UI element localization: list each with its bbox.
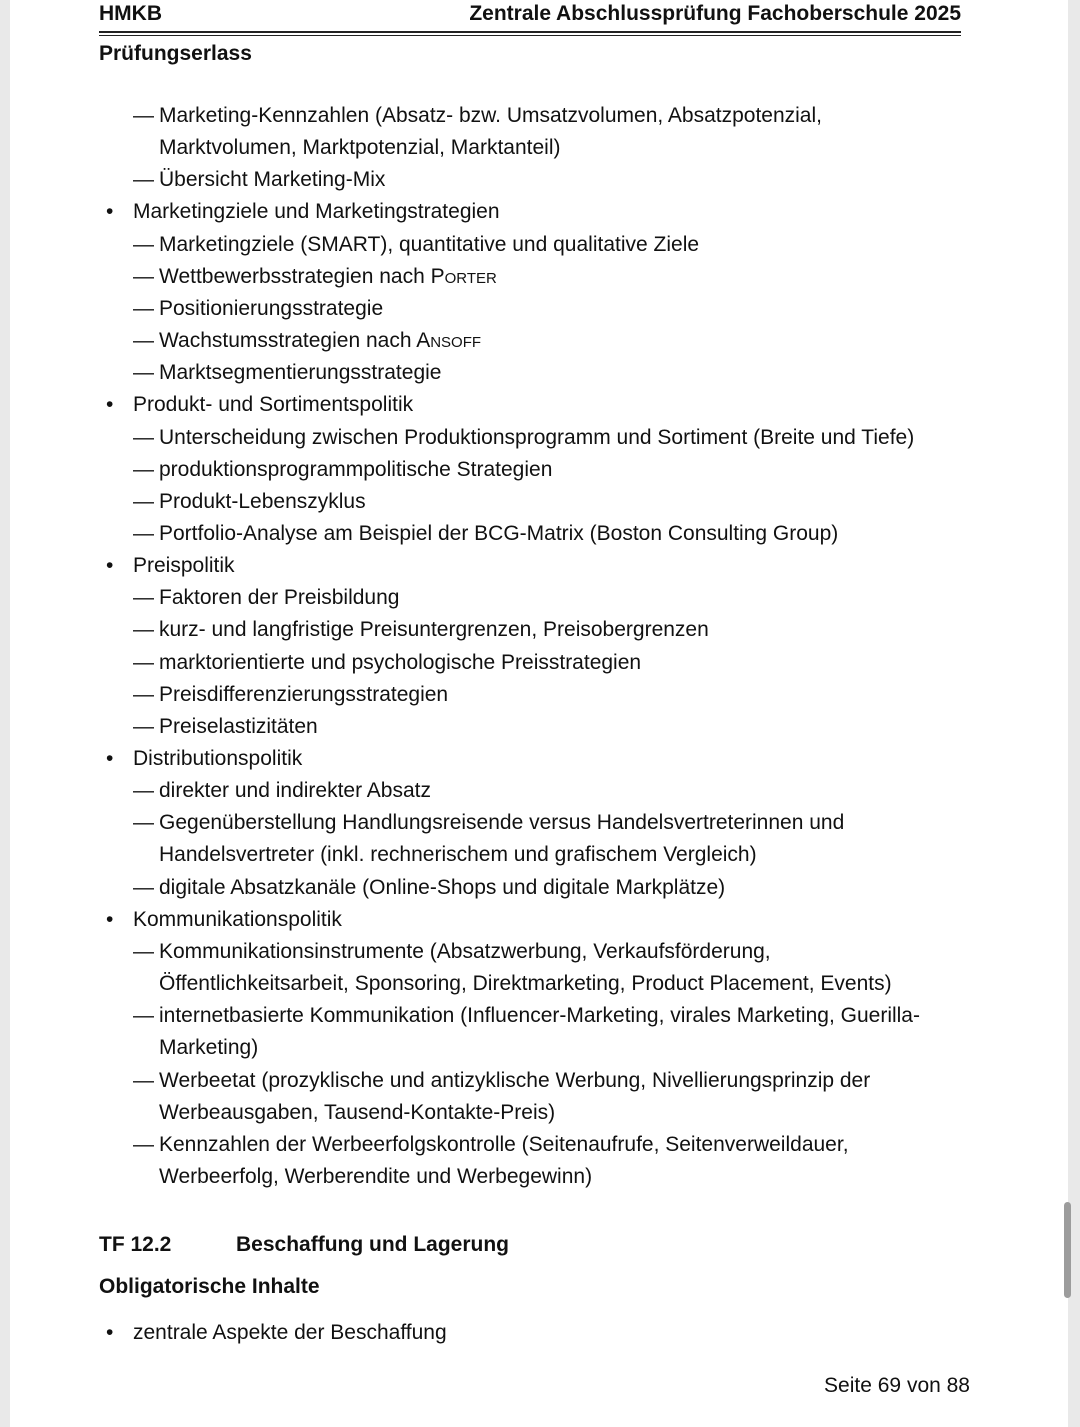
header-org: HMKB xyxy=(99,2,162,25)
dash-marker: — xyxy=(133,651,154,674)
list-item-text: Marktvolumen, Marktpotenzial, Marktanteil) xyxy=(159,136,561,159)
list-item-text: Portfolio-Analyse am Beispiel der BCG-Matrix (Boston Consulting Group) xyxy=(159,522,839,545)
list-item-dash xyxy=(159,778,431,804)
dash-marker: — xyxy=(133,168,154,191)
list-item-text: Werbeetat (prozyklische und antizyklische Werbung, Nivellierungsprinzip der xyxy=(159,1069,871,1092)
list-item-text: Wachstumsstrategien nach xyxy=(159,329,417,352)
list-item-text: Preiselastizitäten xyxy=(159,715,318,738)
list-item-dash xyxy=(159,360,441,386)
list-item-bullet: zentrale Aspekte der Beschaffung xyxy=(133,1321,447,1344)
list-item-dash xyxy=(159,264,497,292)
list-item-text: Werbeerfolg, Werberendite und Werbegewinn) xyxy=(159,1165,593,1188)
list-item-dash xyxy=(159,714,318,740)
dash-marker: — xyxy=(133,779,154,802)
list-item-text: Kommunikationsinstrumente (Absatzwerbung, Verkaufsförderung, xyxy=(159,940,771,963)
list-item-dash xyxy=(159,457,552,483)
list-item-bullet xyxy=(133,746,302,772)
list-item-dash xyxy=(159,617,709,643)
list-item-dash xyxy=(159,489,366,515)
list-item-dash xyxy=(159,232,699,258)
dash-marker: — xyxy=(133,265,154,288)
list-item-text: internetbasierte Kommunikation (Influencer-Marketing, virales Marketing, Guerilla- xyxy=(159,1004,920,1027)
list-item-text: Positionierungsstrategie xyxy=(159,297,384,320)
list-item-text: Öffentlichkeitsarbeit, Sponsoring, Direktmarketing, Product Placement, Events) xyxy=(159,972,892,995)
dash-marker: — xyxy=(133,715,154,738)
header-rule xyxy=(99,31,961,33)
list-item-dash xyxy=(159,810,844,836)
smallcaps-initial: P xyxy=(430,265,445,288)
list-item-text: Produkt-Lebenszyklus xyxy=(159,490,366,513)
list-item-dash xyxy=(159,650,641,676)
list-item-text: Unterscheidung zwischen Produktionsprogramm und Sortiment (Breite und Tiefe) xyxy=(159,426,915,449)
list-item-text: Kennzahlen der Werbeerfolgskontrolle (Seitenaufrufe, Seitenverweildauer, xyxy=(159,1133,849,1156)
bullet-marker: • xyxy=(106,393,114,416)
list-item-dash xyxy=(159,585,399,611)
dash-marker: — xyxy=(133,426,154,449)
list-item-text: Handelsvertreter (inkl. rechnerischem und grafischem Vergleich) xyxy=(159,843,757,866)
list-item-text: Übersicht Marketing-Mix xyxy=(159,168,386,191)
dash-marker: — xyxy=(133,361,154,384)
scrollbar-thumb[interactable] xyxy=(1064,1202,1071,1298)
list-item-text: Kommunikationspolitik xyxy=(133,908,342,931)
list-item-text: digitale Absatzkanäle (Online-Shops und digitale Markplätze) xyxy=(159,876,726,899)
list-item-text: Marketingziele und Marketingstrategien xyxy=(133,200,500,223)
dash-marker: — xyxy=(133,683,154,706)
dash-marker: — xyxy=(133,1133,154,1156)
list-item-dash xyxy=(159,875,725,901)
list-item-dash xyxy=(159,1003,920,1029)
section-title: Beschaffung und Lagerung xyxy=(236,1233,509,1256)
list-item-continuation xyxy=(159,1164,592,1190)
list-item-continuation xyxy=(159,1100,555,1126)
smallcaps-rest: ORTER xyxy=(444,270,497,287)
dash-marker: — xyxy=(133,458,154,481)
list-item-dash xyxy=(159,425,914,451)
list-item-dash xyxy=(159,328,481,356)
bullet-marker: • xyxy=(106,554,114,577)
list-item-text: Preispolitik xyxy=(133,554,235,577)
dash-marker: — xyxy=(133,233,154,256)
list-item-text: produktionsprogrammpolitische Strategien xyxy=(159,458,553,481)
list-item-dash xyxy=(159,682,448,708)
dash-marker: — xyxy=(133,297,154,320)
list-item-dash xyxy=(159,939,771,965)
dash-marker: — xyxy=(133,104,154,127)
section-subheading: Obligatorische Inhalte xyxy=(99,1275,320,1298)
list-item-text: Gegenüberstellung Handlungsreisende versus Handelsvertreterinnen und xyxy=(159,811,845,834)
list-item-continuation xyxy=(159,1035,258,1061)
list-item-bullet xyxy=(133,392,413,418)
list-item-dash xyxy=(159,167,385,193)
list-item-bullet xyxy=(133,199,500,225)
list-item-text: Preisdifferenzierungsstrategien xyxy=(159,683,449,706)
header-title: Zentrale Abschlussprüfung Fachoberschule 2025 xyxy=(469,2,961,25)
smallcaps-initial: A xyxy=(416,329,431,352)
dash-marker: — xyxy=(133,1004,154,1027)
list-item-text: Faktoren der Preisbildung xyxy=(159,586,400,609)
list-item-text: kurz- und langfristige Preisuntergrenzen, Preisobergrenzen xyxy=(159,618,709,641)
dash-marker: — xyxy=(133,876,154,899)
list-item-text: Marketingziele (SMART), quantitative und qualitative Ziele xyxy=(159,233,700,256)
list-item-dash xyxy=(159,521,838,547)
dash-marker: — xyxy=(133,940,154,963)
list-item-dash xyxy=(159,1068,870,1094)
dash-marker: — xyxy=(133,811,154,834)
bullet-marker: • xyxy=(106,200,114,223)
dash-marker: — xyxy=(133,329,154,352)
dash-marker: — xyxy=(133,490,154,513)
smallcaps-rest: NSOFF xyxy=(430,334,482,351)
bullet-marker: • xyxy=(106,908,114,931)
list-item-continuation xyxy=(159,971,892,997)
bullet-marker: • xyxy=(106,1321,114,1344)
section-number: TF 12.2 xyxy=(99,1233,172,1256)
list-item-text: Produkt- und Sortimentspolitik xyxy=(133,393,414,416)
page-header xyxy=(99,0,961,34)
list-item-dash xyxy=(159,296,383,322)
list-item-text: Wettbewerbsstrategien nach xyxy=(159,265,431,288)
list-item-bullet xyxy=(133,553,235,579)
bullet-marker: • xyxy=(106,747,114,770)
list-item-text: Marketing-Kennzahlen (Absatz- bzw. Umsatzvolumen, Absatzpotenzial, xyxy=(159,104,822,127)
list-item-text: direkter und indirekter Absatz xyxy=(159,779,431,802)
dash-marker: — xyxy=(133,522,154,545)
list-item-dash xyxy=(159,1132,849,1158)
dash-marker: — xyxy=(133,1069,154,1092)
list-item-continuation xyxy=(159,842,757,868)
list-item-text: Marketing) xyxy=(159,1036,259,1059)
list-item-bullet xyxy=(133,907,342,933)
list-item-text: Marktsegmentierungsstrategie xyxy=(159,361,442,384)
list-item-continuation xyxy=(159,135,560,161)
page-number: Seite 69 von 88 xyxy=(824,1374,970,1397)
dash-marker: — xyxy=(133,586,154,609)
list-item-text: marktorientierte und psychologische Preisstrategien xyxy=(159,651,642,674)
header-subtitle: Prüfungserlass xyxy=(99,42,252,65)
list-item-text: Distributionspolitik xyxy=(133,747,303,770)
list-item-dash xyxy=(159,103,822,129)
header-rule-thin xyxy=(99,35,961,36)
list-item-text: Werbeausgaben, Tausend-Kontakte-Preis) xyxy=(159,1101,556,1124)
dash-marker: — xyxy=(133,618,154,641)
